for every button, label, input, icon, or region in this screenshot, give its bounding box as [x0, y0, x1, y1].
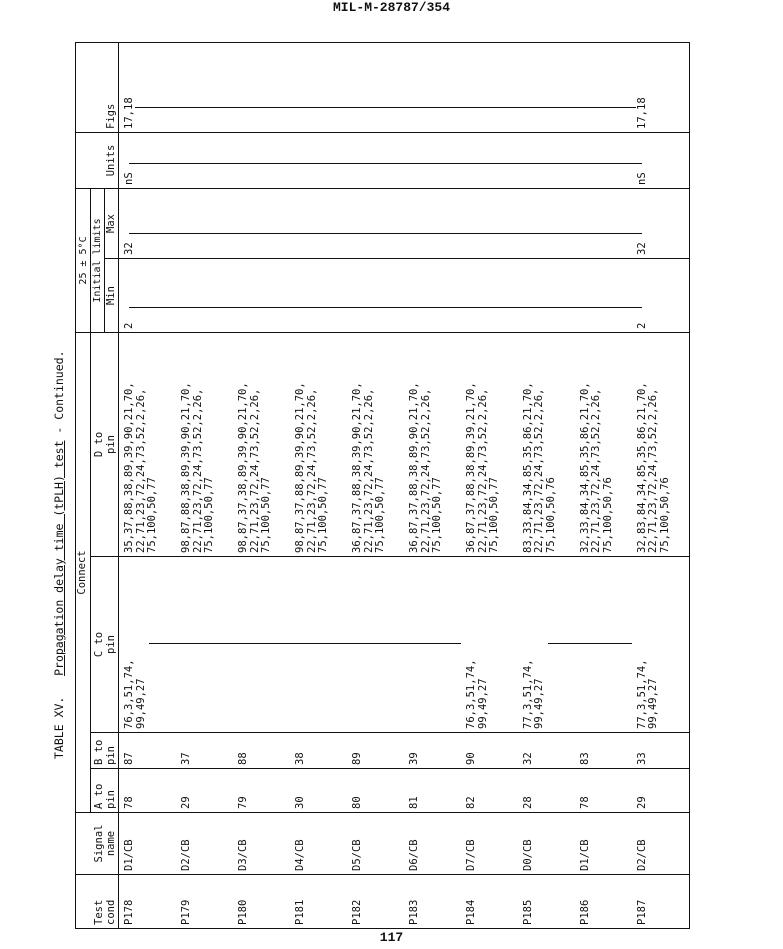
col-header-b-to-pin: B to pin — [90, 733, 119, 769]
signal-name-cell: D6/CB — [404, 813, 461, 875]
figs-cell — [290, 42, 347, 132]
repeat-line — [176, 644, 233, 645]
signal-name-cell: D3/CB — [233, 813, 290, 875]
min-cell — [575, 258, 632, 332]
col-header-signal-name: Signal name — [76, 813, 119, 875]
b-to-pin-cell: 90 — [461, 733, 518, 769]
signal-name-cell: D2/CB — [632, 813, 690, 875]
figs-cell — [518, 42, 575, 132]
min-cell: 2 — [119, 258, 177, 332]
max-cell — [347, 188, 404, 258]
c-to-pin-cell — [347, 557, 404, 733]
repeat-line — [632, 233, 642, 234]
signal-name-cell: D4/CB — [290, 813, 347, 875]
test-cond-cell: P183 — [404, 875, 461, 929]
b-to-pin-cell: 83 — [575, 733, 632, 769]
b-to-pin-cell: 38 — [290, 733, 347, 769]
min-cell — [404, 258, 461, 332]
caption-suffix: - Continued. — [52, 350, 66, 441]
units-cell — [176, 132, 233, 188]
repeat-line — [347, 644, 404, 645]
figs-cell — [233, 42, 290, 132]
propagation-delay-table — [75, 42, 690, 929]
units-cell — [575, 132, 632, 188]
repeat-line — [404, 644, 461, 645]
repeat-line — [347, 163, 404, 164]
repeat-line — [290, 307, 347, 308]
max-cell: 32 — [632, 188, 690, 258]
d-to-pin-cell: 98,87,88,38,89,39,90,21,70, 22,71,23,72,24,73,52,2,26, 75,100,50,77 — [176, 332, 233, 556]
repeat-line — [575, 163, 632, 164]
b-to-pin-cell: 87 — [119, 733, 177, 769]
b-to-pin-cell: 39 — [404, 733, 461, 769]
repeat-line — [290, 107, 347, 108]
a-to-pin-cell: 82 — [461, 769, 518, 813]
a-to-pin-cell: 28 — [518, 769, 575, 813]
units-cell — [518, 132, 575, 188]
repeat-line — [233, 644, 290, 645]
test-cond-cell: P181 — [290, 875, 347, 929]
units-cell: nS — [632, 132, 690, 188]
repeat-line — [575, 107, 632, 108]
figs-cell — [461, 42, 518, 132]
repeat-line — [548, 644, 575, 645]
figs-cell: 17,18 — [119, 42, 177, 132]
test-cond-cell: P179 — [176, 875, 233, 929]
col-header-test-cond: Test cond — [76, 875, 119, 929]
repeat-line — [632, 163, 642, 164]
d-to-pin-cell: 83,33,84,34,85,35,86,21,70, 22,71,23,72,24,73,52,2,26, 75,100,50,76 — [518, 332, 575, 556]
max-cell — [461, 188, 518, 258]
table-row — [119, 42, 177, 928]
repeat-line — [176, 163, 233, 164]
units-cell: nS — [119, 132, 177, 188]
min-cell — [233, 258, 290, 332]
repeat-line — [518, 307, 575, 308]
min-cell — [176, 258, 233, 332]
repeat-line — [347, 233, 404, 234]
signal-name-cell: D0/CB — [518, 813, 575, 875]
min-cell — [461, 258, 518, 332]
max-cell — [404, 188, 461, 258]
c-to-pin-cell: 77,3,51,74, 99,49,27 — [518, 557, 575, 733]
repeat-line — [129, 233, 176, 234]
col-header-c-to-pin: C to pin — [90, 557, 119, 733]
d-to-pin-cell: 36,87,37,88,38,39,90,21,70, 22,71,23,72,24,73,52,2,26, 75,100,50,77 — [347, 332, 404, 556]
repeat-line — [129, 107, 176, 108]
a-to-pin-cell: 80 — [347, 769, 404, 813]
caption-prefix: TABLE XV. — [52, 696, 66, 759]
col-header-connect: Connect — [76, 332, 91, 812]
repeat-line — [404, 107, 461, 108]
max-cell: 32 — [119, 188, 177, 258]
repeat-line — [632, 307, 642, 308]
table-row — [632, 42, 690, 928]
figs-cell — [347, 42, 404, 132]
a-to-pin-cell: 29 — [176, 769, 233, 813]
repeat-line — [129, 163, 176, 164]
table-caption — [52, 350, 66, 759]
page-number: 117 — [379, 930, 404, 945]
figs-cell — [176, 42, 233, 132]
b-to-pin-cell: 37 — [176, 733, 233, 769]
figs-cell — [404, 42, 461, 132]
table-row — [404, 42, 461, 928]
table-row — [575, 42, 632, 928]
col-header-a-to-pin: A to pin — [90, 769, 119, 813]
a-to-pin-cell: 81 — [404, 769, 461, 813]
repeat-line — [290, 163, 347, 164]
col-header-units: Units — [76, 132, 119, 188]
min-cell — [347, 258, 404, 332]
repeat-line — [404, 163, 461, 164]
repeat-line — [233, 107, 290, 108]
document-number: MIL-M-28787/354 — [332, 0, 451, 15]
max-cell — [575, 188, 632, 258]
col-header-initial-limits: Initial limits — [90, 188, 104, 332]
repeat-line — [461, 163, 518, 164]
table-row — [347, 42, 404, 928]
c-to-pin-cell — [575, 557, 632, 733]
b-to-pin-cell: 88 — [233, 733, 290, 769]
c-to-pin-cell — [404, 557, 461, 733]
table-body — [119, 42, 690, 928]
caption-title: Propagation delay time (tPLH) test — [52, 440, 66, 676]
table-row — [461, 42, 518, 928]
d-to-pin-cell: 32,83,84,34,85,35,86,21,70, 22,71,23,72,24,73,52,2,26, 75,100,50,76 — [632, 332, 690, 556]
max-cell — [176, 188, 233, 258]
units-cell — [404, 132, 461, 188]
min-cell — [518, 258, 575, 332]
col-header-temperature: 25 ± 5°C — [76, 188, 91, 332]
min-cell — [290, 258, 347, 332]
signal-name-cell: D5/CB — [347, 813, 404, 875]
repeat-line — [129, 307, 176, 308]
max-cell — [290, 188, 347, 258]
repeat-line — [149, 644, 176, 645]
a-to-pin-cell: 78 — [575, 769, 632, 813]
repeat-line — [575, 644, 632, 645]
c-to-pin-cell: 76,3,51,74, 99,49,27 — [461, 557, 518, 733]
b-to-pin-cell: 32 — [518, 733, 575, 769]
table-row — [176, 42, 233, 928]
table-row — [518, 42, 575, 928]
repeat-line — [290, 233, 347, 234]
figs-cell: 17,18 — [632, 42, 690, 132]
b-to-pin-cell: 89 — [347, 733, 404, 769]
d-to-pin-cell: 36,87,37,88,38,89,39,21,70, 22,71,23,72,24,73,52,2,26, 75,100,50,77 — [461, 332, 518, 556]
units-cell — [290, 132, 347, 188]
d-to-pin-cell: 32,33,84,34,85,35,86,21,70, 22,71,23,72,24,73,52,2,26, 75,100,50,76 — [575, 332, 632, 556]
repeat-line — [176, 307, 233, 308]
repeat-line — [176, 233, 233, 234]
test-cond-cell: P187 — [632, 875, 690, 929]
repeat-line — [347, 307, 404, 308]
min-cell: 2 — [632, 258, 690, 332]
max-cell — [518, 188, 575, 258]
a-to-pin-cell: 29 — [632, 769, 690, 813]
units-cell — [347, 132, 404, 188]
b-to-pin-cell: 33 — [632, 733, 690, 769]
c-to-pin-cell: 76,3,51,74, 99,49,27 — [119, 557, 177, 733]
repeat-line — [290, 644, 347, 645]
test-cond-cell: P184 — [461, 875, 518, 929]
test-cond-cell: P178 — [119, 875, 177, 929]
table-row — [233, 42, 290, 928]
c-to-pin-cell — [233, 557, 290, 733]
test-cond-cell: P186 — [575, 875, 632, 929]
a-to-pin-cell: 78 — [119, 769, 177, 813]
repeat-line — [575, 233, 632, 234]
col-header-min: Min — [104, 258, 119, 332]
c-to-pin-cell — [176, 557, 233, 733]
test-cond-cell: P185 — [518, 875, 575, 929]
repeat-line — [176, 107, 233, 108]
d-to-pin-cell: 35,37,88,38,89,39,90,21,70, 22,71,23,72,24,73,52,2,26, 75,100,50,77 — [119, 332, 177, 556]
repeat-line — [347, 107, 404, 108]
d-to-pin-cell: 36,87,37,88,38,89,90,21,70, 22,71,23,72,24,73,52,2,26, 75,100,50,77 — [404, 332, 461, 556]
a-to-pin-cell: 30 — [290, 769, 347, 813]
col-header-figs: Figs — [76, 42, 119, 132]
a-to-pin-cell: 79 — [233, 769, 290, 813]
repeat-line — [233, 307, 290, 308]
repeat-line — [518, 107, 575, 108]
col-header-max: Max — [104, 188, 119, 258]
signal-name-cell: D2/CB — [176, 813, 233, 875]
repeat-line — [575, 307, 632, 308]
units-cell — [233, 132, 290, 188]
signal-name-cell: D7/CB — [461, 813, 518, 875]
table-row — [290, 42, 347, 928]
test-cond-cell: P180 — [233, 875, 290, 929]
repeat-line — [461, 233, 518, 234]
figs-cell — [575, 42, 632, 132]
c-to-pin-cell: 77,3,51,74, 99,49,27 — [632, 557, 690, 733]
units-cell — [461, 132, 518, 188]
repeat-line — [518, 233, 575, 234]
d-to-pin-cell: 98,87,37,38,89,39,90,21,70, 22,71,23,72,24,73,52,2,26, 75,100,50,77 — [233, 332, 290, 556]
repeat-line — [518, 163, 575, 164]
repeat-line — [404, 307, 461, 308]
max-cell — [233, 188, 290, 258]
c-to-pin-cell — [290, 557, 347, 733]
signal-name-cell: D1/CB — [119, 813, 177, 875]
d-to-pin-cell: 98,87,37,88,89,39,90,21,70, 22,71,23,72,24,73,52,2,26, 75,100,50,77 — [290, 332, 347, 556]
repeat-line — [404, 233, 461, 234]
repeat-line — [461, 107, 518, 108]
col-header-d-to-pin: D to pin — [90, 332, 119, 556]
repeat-line — [233, 163, 290, 164]
test-cond-cell: P182 — [347, 875, 404, 929]
repeat-line — [461, 307, 518, 308]
repeat-line — [233, 233, 290, 234]
signal-name-cell: D1/CB — [575, 813, 632, 875]
